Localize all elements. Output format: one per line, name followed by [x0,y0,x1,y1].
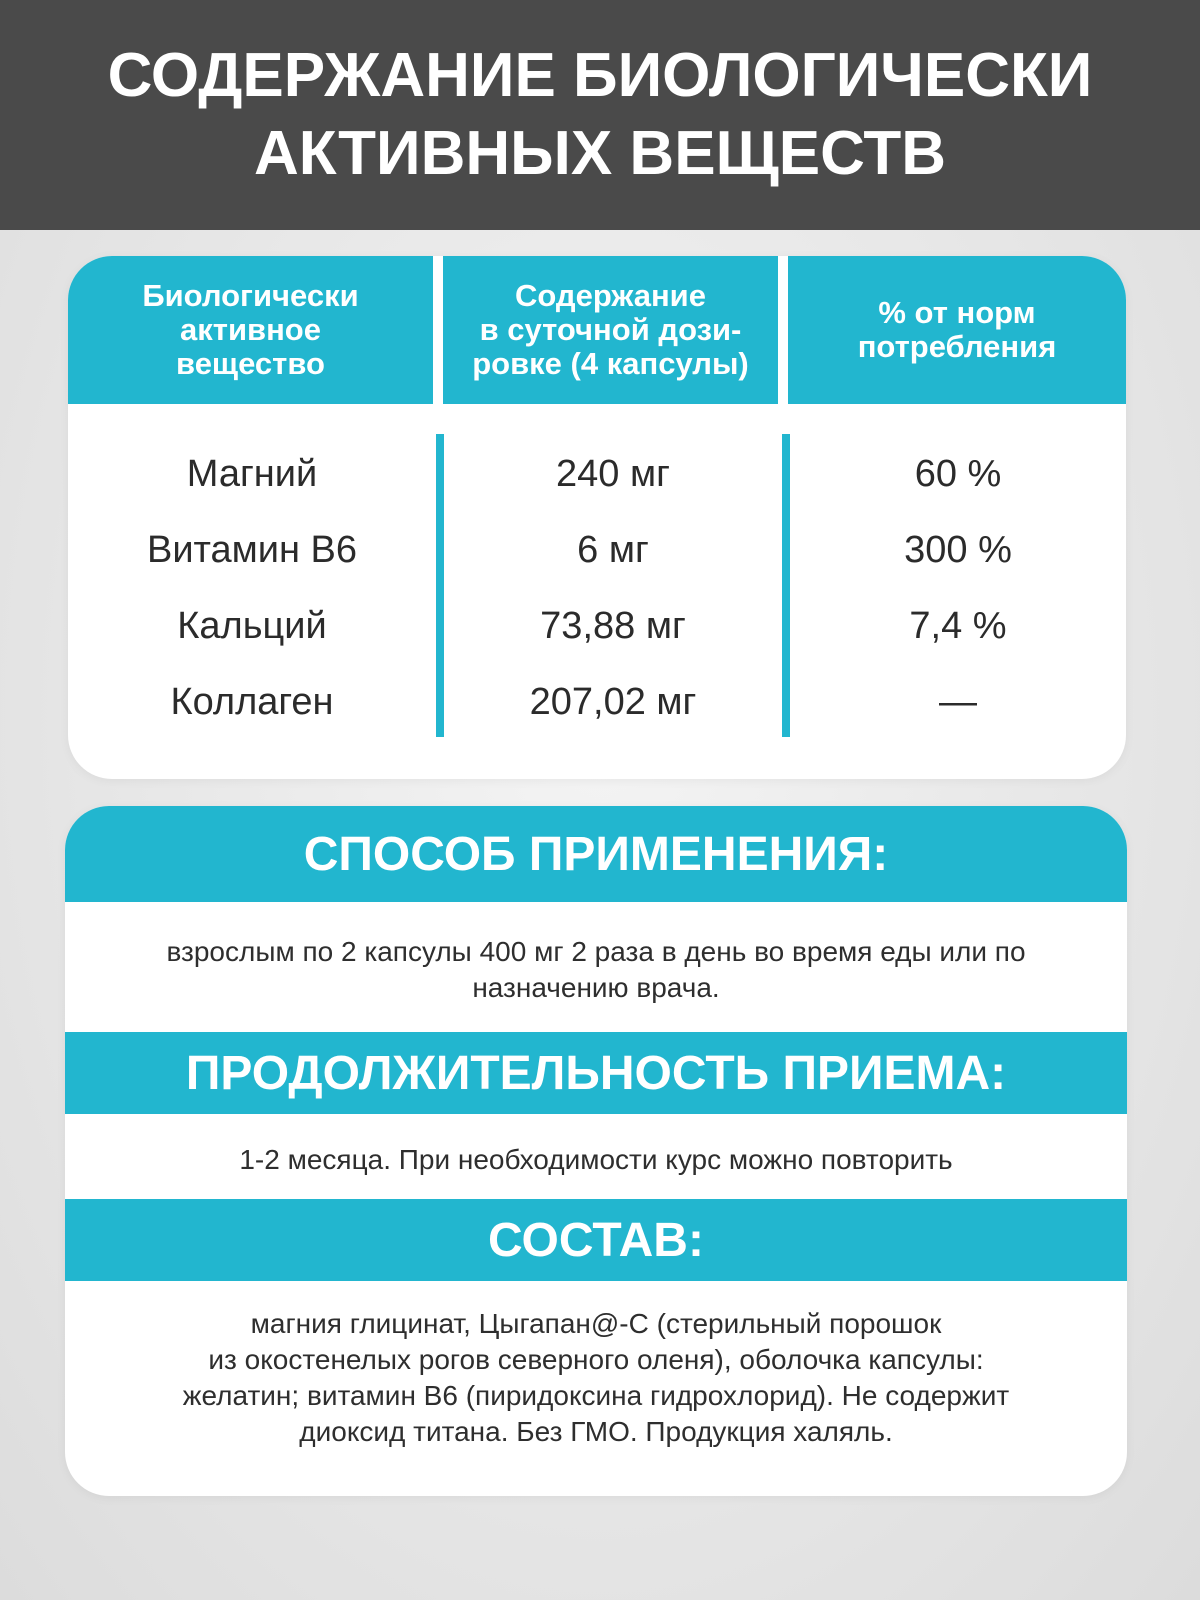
substance-cell: Кальций [177,604,327,647]
amount-cell: 240 мг [556,452,670,495]
substance-cell: Витамин В6 [146,528,358,571]
info-card [65,806,1127,1496]
composition-heading: СОСТАВ: [65,1199,1127,1281]
nutrient-table-card [68,256,1126,779]
duration-heading: ПРОДОЛЖИТЕЛЬНОСТЬ ПРИЕМА: [65,1032,1127,1114]
column-header-percent-norm: % от норм потребления [788,256,1126,404]
table-body [68,404,1126,779]
composition-text: магния глицинат, Цыгапан@-С (стерильный порошок из окостенелых рогов северного оленя), оболочка капсулы: желатин; витамин В6 (пиридоксина гидрохлорид). Не содержит диоксид титана. Без ГМО. Продукция халяль. [182,1308,1010,1447]
percent-cell: 7,4 % [909,604,1007,647]
table-header-row [68,256,1126,404]
percent-cell: 60 % [914,452,1002,495]
column-header-daily-content: Содержание в суточной дози- ровке (4 капсулы) [443,256,778,404]
column-header-substance: Биологически активное вещество [68,256,433,404]
percent-cell: 300 % [904,528,1012,571]
amount-cell: 6 мг [577,528,649,571]
usage-heading: СПОСОБ ПРИМЕНЕНИЯ: [65,806,1127,902]
substance-cell: Коллаген [170,680,334,723]
duration-text: 1-2 месяца. При необходимости курс можно повторить [239,1144,953,1175]
percent-cell: — [939,680,977,723]
table-row [68,596,1126,656]
amount-cell: 207,02 мг [529,680,697,723]
table-row [68,520,1126,580]
amount-cell: 73,88 мг [540,604,686,647]
substance-cell: Магний [186,452,318,495]
page-title: СОДЕРЖАНИЕ БИОЛОГИЧЕСКИ АКТИВНЫХ ВЕЩЕСТВ [107,41,1093,188]
table-row [68,444,1126,504]
table-row [68,672,1126,732]
usage-text: взрослым по 2 капсулы 400 мг 2 раза в день во время еды или по назначению врача. [166,936,1026,1003]
top-banner [0,0,1200,230]
